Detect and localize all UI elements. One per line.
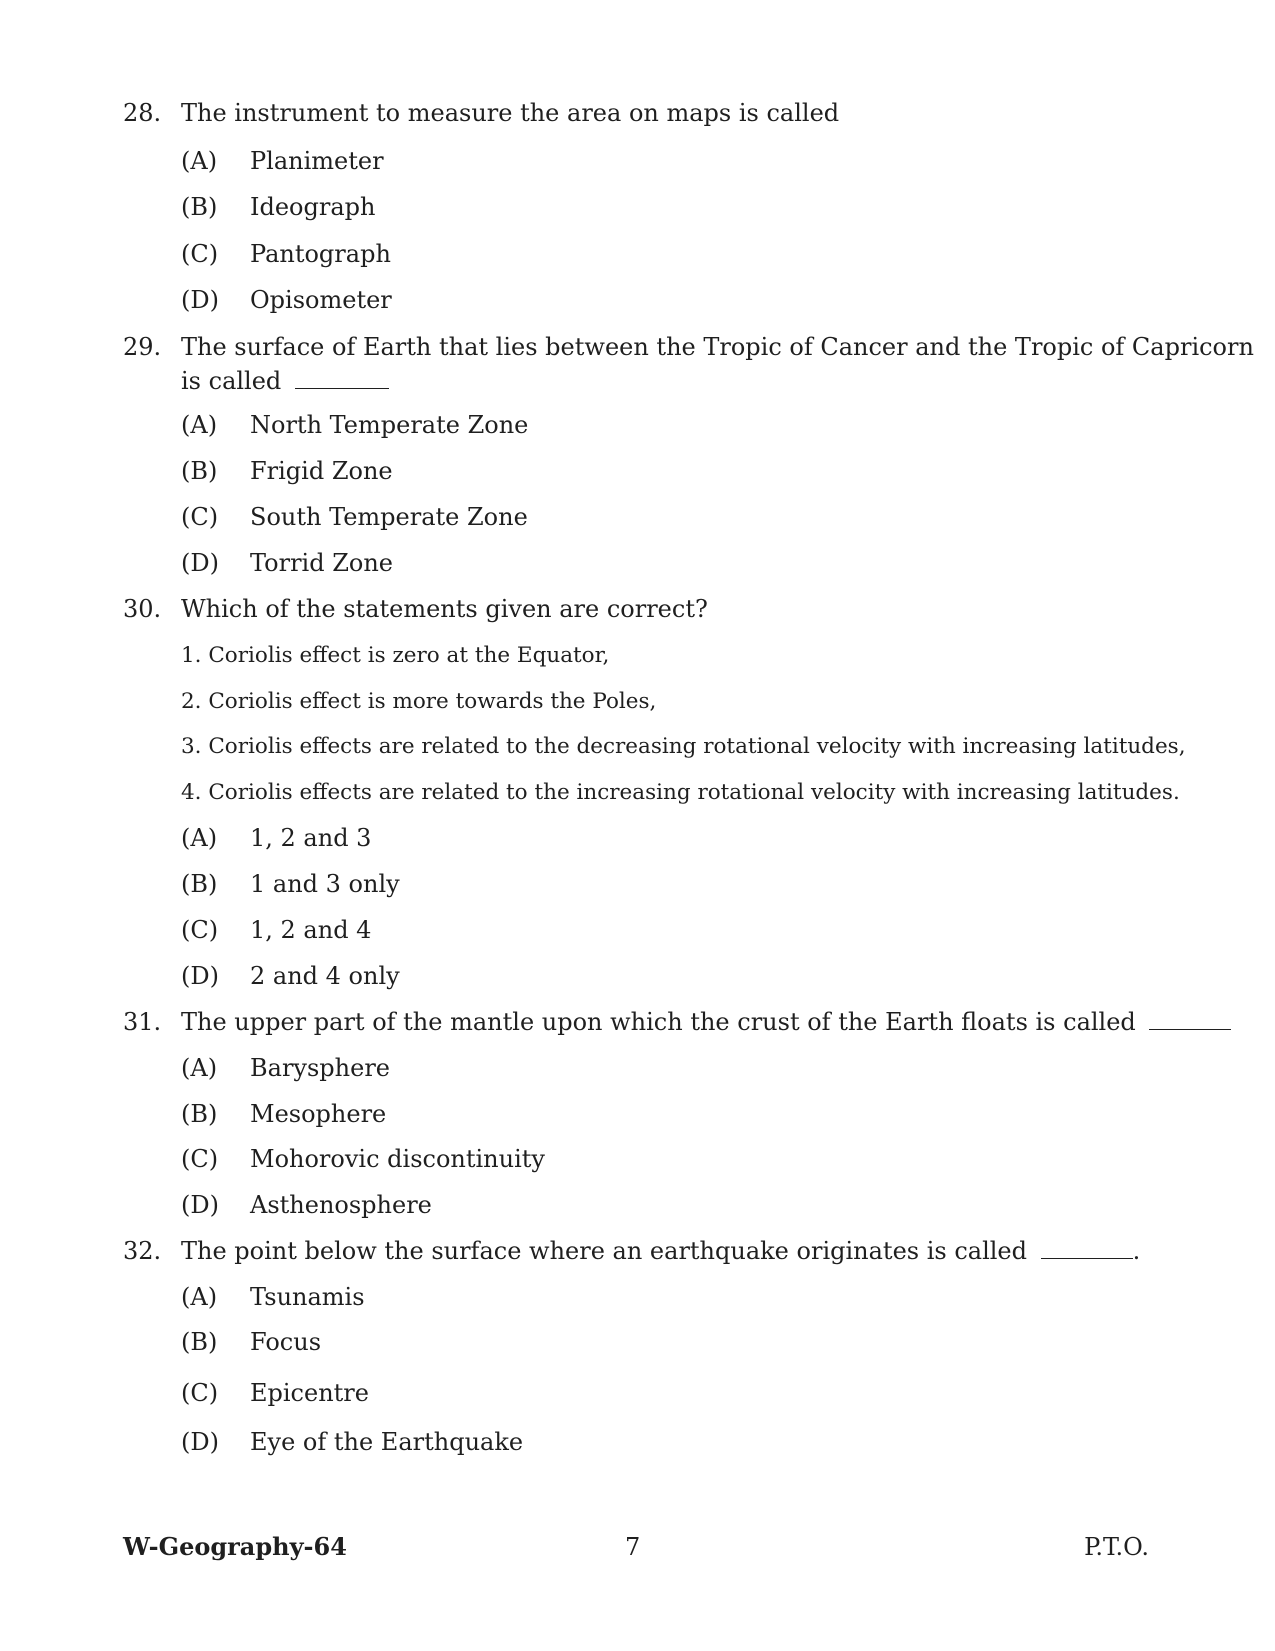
option-28-d [0, 283, 1275, 317]
option-letter: (D) [181, 1191, 219, 1219]
option-letter: (B) [181, 193, 218, 221]
question-text [181, 1234, 1140, 1268]
option-text: Pantograph [250, 240, 391, 268]
option-letter: (C) [181, 1379, 219, 1407]
question-text-line2-label: is called [181, 367, 282, 395]
option-text: Tsunamis [250, 1283, 365, 1311]
option-30-d [0, 959, 1275, 993]
question-text: Which of the statements given are correct? [181, 595, 708, 623]
option-letter: (A) [181, 1283, 218, 1311]
question-text-end: . [1132, 1237, 1141, 1265]
option-28-a [0, 144, 1275, 178]
question-text-label: The upper part of the mantle upon which the crust of the Earth floats is called [181, 1008, 1136, 1036]
option-letter: (C) [181, 1145, 219, 1173]
option-text: Eye of the Earthquake [250, 1428, 524, 1456]
option-text: Planimeter [250, 147, 384, 175]
option-letter: (D) [181, 962, 219, 990]
option-text: Barysphere [250, 1054, 390, 1082]
question-number: 28. [123, 99, 162, 127]
option-text: Epicentre [250, 1379, 369, 1407]
pto-label: P.T.O. [1084, 1533, 1149, 1561]
option-letter: (B) [181, 1328, 218, 1356]
option-letter: (C) [181, 240, 219, 268]
question-number: 30. [123, 595, 162, 623]
question-text [181, 1005, 1231, 1039]
question-number: 32. [123, 1237, 162, 1265]
option-31-a [0, 1051, 1275, 1085]
option-letter: (D) [181, 549, 219, 577]
option-letter: (A) [181, 411, 218, 439]
option-letter: (B) [181, 1100, 218, 1128]
option-31-c [0, 1142, 1275, 1176]
statement-2: 2. Coriolis effect is more towards the Poles, [181, 689, 657, 714]
option-letter: (C) [181, 503, 219, 531]
option-text: Ideograph [250, 193, 376, 221]
option-letter: (D) [181, 1428, 219, 1456]
statement-3: 3. Coriolis effects are related to the decreasing rotational velocity with increasing latitudes, [181, 734, 1186, 759]
option-28-b [0, 190, 1275, 224]
question-text-line1: The surface of Earth that lies between the Tropic of Cancer and the Tropic of Capricorn [181, 333, 1254, 361]
option-text: 1 and 3 only [250, 870, 400, 898]
statement-1: 1. Coriolis effect is zero at the Equator, [181, 643, 610, 668]
statement-4: 4. Coriolis effects are related to the increasing rotational velocity with increasing latitudes. [181, 780, 1180, 805]
option-letter: (C) [181, 916, 219, 944]
option-text: Frigid Zone [250, 457, 393, 485]
option-30-c [0, 913, 1275, 947]
option-32-d [0, 1425, 1275, 1459]
paper-code: W-Geography-64 [123, 1532, 347, 1561]
option-letter: (B) [181, 457, 218, 485]
option-text: Focus [250, 1328, 322, 1356]
option-text: Mohorovic discontinuity [250, 1145, 545, 1173]
question-number: 29. [123, 333, 162, 361]
option-28-c [0, 237, 1275, 271]
option-29-a [0, 408, 1275, 442]
option-32-b [0, 1325, 1275, 1359]
answer-blank [1041, 1234, 1133, 1259]
question-text-line2 [181, 364, 389, 398]
option-text: North Temperate Zone [250, 411, 529, 439]
option-30-a [0, 821, 1275, 855]
option-text: 1, 2 and 4 [250, 916, 372, 944]
option-text: Mesophere [250, 1100, 387, 1128]
option-30-b [0, 867, 1275, 901]
option-letter: (D) [181, 286, 219, 314]
page-number: 7 [625, 1533, 641, 1561]
answer-blank [1149, 1005, 1231, 1030]
option-text: Asthenosphere [250, 1191, 432, 1219]
option-letter: (A) [181, 147, 218, 175]
option-text: 2 and 4 only [250, 962, 400, 990]
question-text-label: The point below the surface where an earthquake originates is called [181, 1237, 1027, 1265]
option-29-b [0, 454, 1275, 488]
option-text: Torrid Zone [250, 549, 393, 577]
option-29-c [0, 500, 1275, 534]
option-text: 1, 2 and 3 [250, 824, 372, 852]
option-text: South Temperate Zone [250, 503, 528, 531]
option-letter: (A) [181, 824, 218, 852]
option-29-d [0, 546, 1275, 580]
question-text: The instrument to measure the area on maps is called [181, 99, 840, 127]
option-letter: (B) [181, 870, 218, 898]
option-32-a [0, 1280, 1275, 1314]
option-text: Opisometer [250, 286, 392, 314]
answer-blank [295, 364, 389, 389]
option-letter: (A) [181, 1054, 218, 1082]
question-number: 31. [123, 1008, 162, 1036]
option-31-d [0, 1188, 1275, 1222]
option-31-b [0, 1097, 1275, 1131]
option-32-c [0, 1376, 1275, 1410]
